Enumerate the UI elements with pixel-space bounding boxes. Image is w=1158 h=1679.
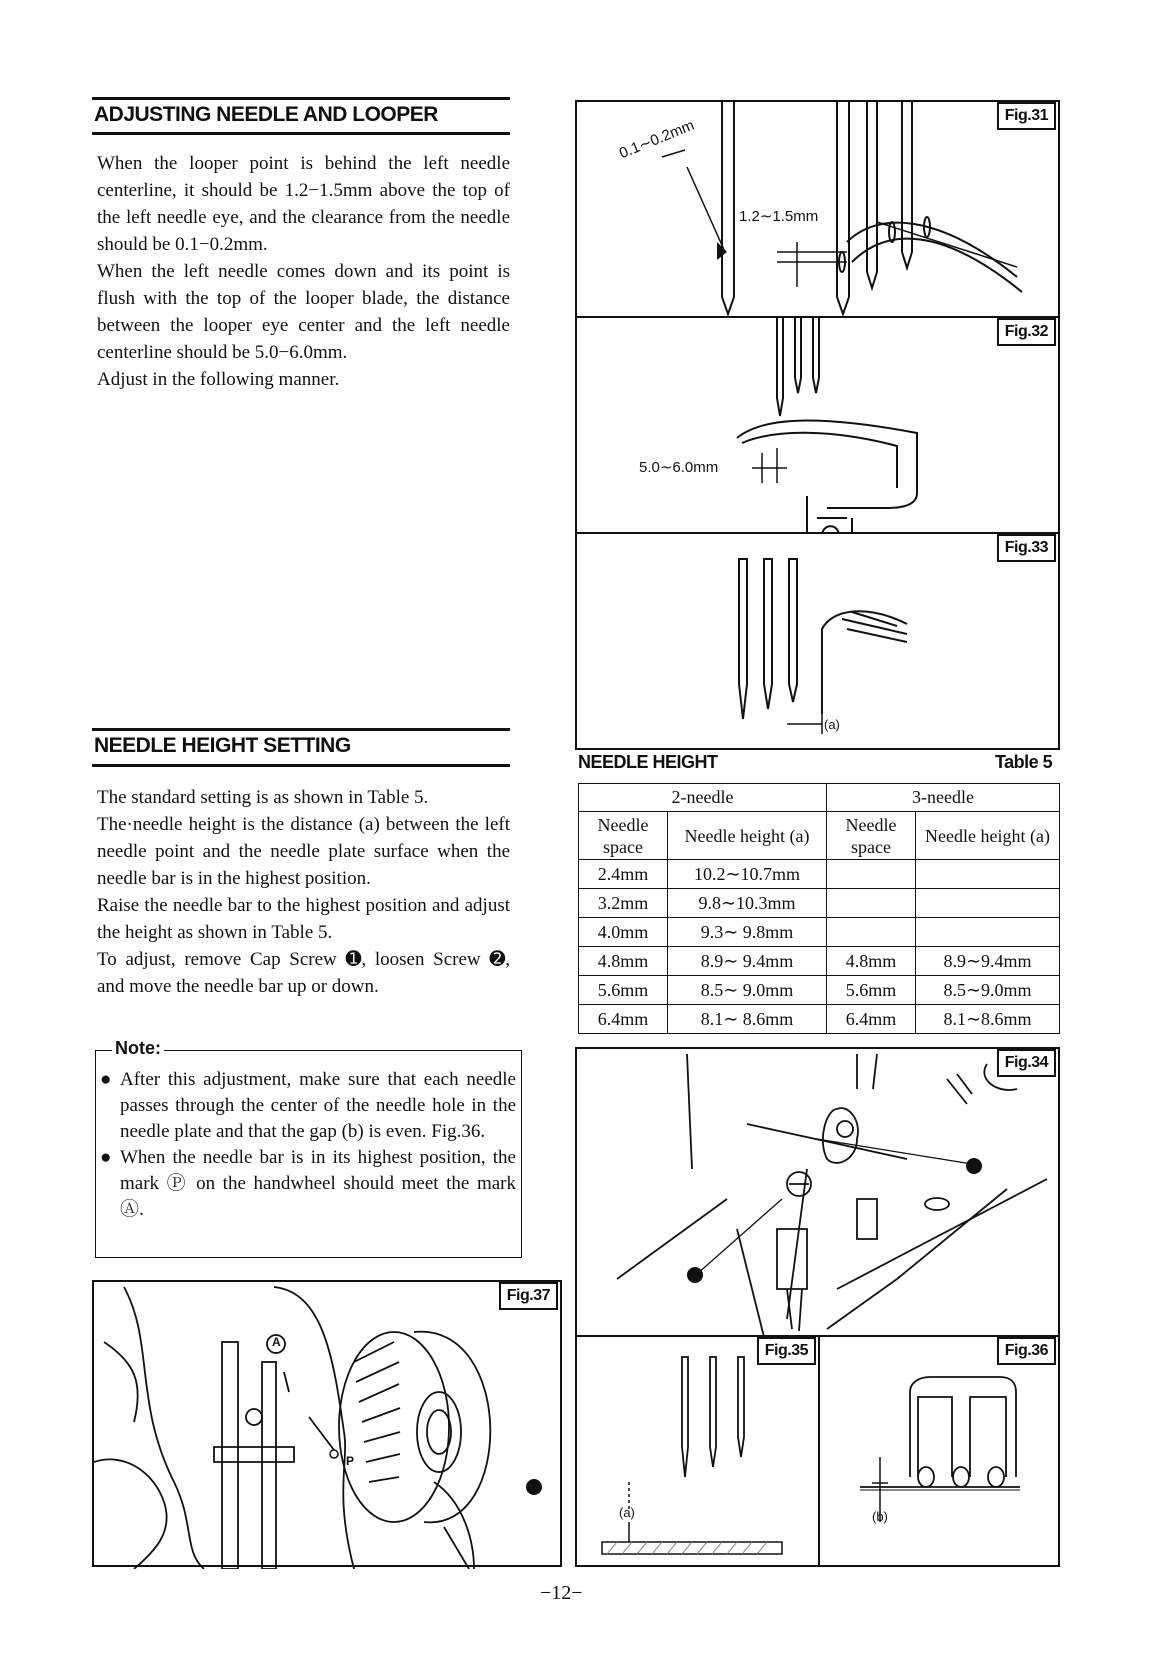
- table-row: [579, 889, 1060, 918]
- table-cell: 8.1∼8.6mm: [916, 1005, 1060, 1034]
- table-row: [579, 947, 1060, 976]
- needle-height-table: [578, 783, 1060, 1034]
- table-cell: 8.1∼ 8.6mm: [668, 1005, 827, 1034]
- fig31-label: Fig.31: [997, 102, 1056, 130]
- table-cell: 9.3∼ 9.8mm: [668, 918, 827, 947]
- mark-A: A: [272, 1335, 281, 1349]
- note-text: When the needle bar is in its highest position, the mark Ⓟ on the handwheel should meet the mark Ⓐ.: [120, 1147, 516, 1220]
- dim-height: 1.2∼1.5mm: [739, 208, 819, 225]
- column-header: Needle space: [579, 812, 668, 860]
- section-heading-adjusting-needle-looper: ADJUSTING NEEDLE AND LOOPER: [92, 97, 510, 135]
- table-cell: 9.8∼10.3mm: [668, 889, 827, 918]
- table-row: [579, 976, 1060, 1005]
- column-header: Needle space: [827, 812, 916, 860]
- mark-b: (b): [872, 1509, 888, 1524]
- fig35-drawing: [577, 1337, 822, 1569]
- table-cell: 5.6mm: [579, 976, 668, 1005]
- table-cell: 10.2∼10.7mm: [668, 860, 827, 889]
- mark-a: (a): [619, 1505, 635, 1520]
- fig32-label: Fig.32: [997, 318, 1056, 346]
- section-body-adjusting: [97, 150, 510, 393]
- table-cell: 5.6mm: [827, 976, 916, 1005]
- fig34-label: Fig.34: [997, 1049, 1056, 1077]
- group-header: 2-needle: [579, 784, 827, 812]
- table-caption: NEEDLE HEIGHT: [578, 752, 718, 772]
- table-cell: 8.9∼9.4mm: [916, 947, 1060, 976]
- table-cell: 6.4mm: [827, 1005, 916, 1034]
- table-cell: 2.4mm: [579, 860, 668, 889]
- table-cell: [827, 918, 916, 947]
- paragraph: Raise the needle bar to the highest position and adjust the height as shown in Table 5.: [97, 895, 510, 943]
- column-header: Needle height (a): [668, 812, 827, 860]
- table-group-header-row: [579, 784, 1060, 812]
- fig36-drawing: [820, 1337, 1062, 1569]
- mark-a: (a): [824, 717, 840, 732]
- figure-34: [575, 1047, 1060, 1337]
- table-cell: 8.5∼ 9.0mm: [668, 976, 827, 1005]
- table-cell: 4.8mm: [579, 947, 668, 976]
- fig33-label: Fig.33: [997, 534, 1056, 562]
- mark-P: P: [346, 1454, 355, 1468]
- table-row: [579, 1005, 1060, 1034]
- table-cell: [916, 860, 1060, 889]
- note-item: [98, 1067, 516, 1145]
- paragraph: The standard setting is as shown in Table 5.: [97, 787, 429, 808]
- section-body-needle-height: [97, 784, 510, 1000]
- table-cell: 8.5∼9.0mm: [916, 976, 1060, 1005]
- group-header: 3-needle: [827, 784, 1060, 812]
- fig36-label: Fig.36: [997, 1337, 1056, 1365]
- table-cell: 8.9∼ 9.4mm: [668, 947, 827, 976]
- figure-32: [575, 316, 1060, 534]
- bullet-icon: ●: [100, 1147, 112, 1168]
- figure-37: [92, 1280, 562, 1567]
- section-heading-needle-height-setting: NEEDLE HEIGHT SETTING: [92, 728, 510, 767]
- table-header-row: [579, 812, 1060, 860]
- table-row: [579, 918, 1060, 947]
- dim-clearance: 0.1∼0.2mm: [616, 116, 697, 163]
- table-cell: [916, 889, 1060, 918]
- note-text: After this adjustment, make sure that each needle passes through the center of the needle hole in the needle plate and that the gap (b) is even. Fig.36.: [120, 1069, 516, 1142]
- page-number: −12−: [540, 1582, 583, 1604]
- table-cell: 4.0mm: [579, 918, 668, 947]
- table-row: [579, 860, 1060, 889]
- paragraph: The·needle height is the distance (a) between the left needle point and the needle plate surface when the needle bar is in the highest position.: [97, 814, 510, 889]
- dim-distance: 5.0∼6.0mm: [639, 459, 719, 476]
- table-cell: 3.2mm: [579, 889, 668, 918]
- fig33-drawing: [577, 534, 1062, 752]
- note-title: Note:: [112, 1038, 164, 1059]
- fig37-drawing: [94, 1282, 564, 1569]
- figure-31: [575, 100, 1060, 318]
- table-cell: [827, 889, 916, 918]
- figure-33: [575, 532, 1060, 750]
- table-label: Table 5: [995, 752, 1053, 772]
- fig37-label: Fig.37: [499, 1282, 558, 1310]
- table-cell: 6.4mm: [579, 1005, 668, 1034]
- note-item: [98, 1145, 516, 1223]
- paragraph: When the left needle comes down and its point is flush with the top of the looper blade, the distance between the looper eye center and the left needle centerline should be 5.0−6.0mm.: [97, 261, 510, 363]
- table-cell: [827, 860, 916, 889]
- figure-36: [818, 1335, 1060, 1567]
- table-cell: 4.8mm: [827, 947, 916, 976]
- bullet-icon: ●: [100, 1069, 112, 1090]
- fig32-drawing: [577, 318, 1062, 536]
- column-header: Needle height (a): [916, 812, 1060, 860]
- figure-35: [575, 1335, 820, 1567]
- table-cell: [916, 918, 1060, 947]
- paragraph: To adjust, remove Cap Screw ➊, loosen Screw ➋, and move the needle bar up or down.: [97, 949, 510, 997]
- paragraph: When the looper point is behind the left needle centerline, it should be 1.2−1.5mm above the top of the left needle eye, and the clearance from the needle should be 0.1−0.2mm.: [97, 153, 510, 255]
- fig34-drawing: [577, 1049, 1062, 1339]
- note-box: [95, 1050, 522, 1258]
- fig35-label: Fig.35: [757, 1337, 816, 1365]
- paragraph: Adjust in the following manner.: [97, 369, 340, 390]
